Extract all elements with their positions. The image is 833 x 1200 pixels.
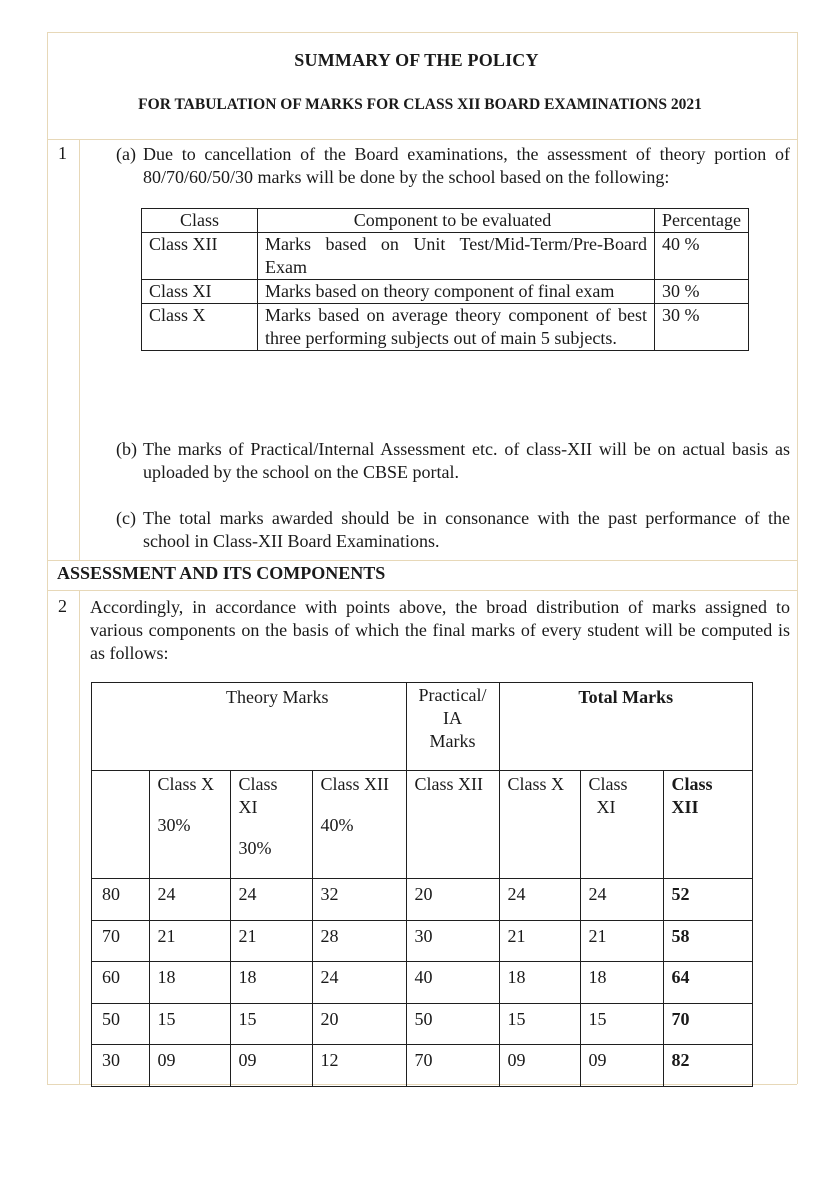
subheader-pct: 40%: [320, 815, 354, 835]
cell-total-class-xii: 64: [663, 962, 753, 1004]
cell-total-theory: 50: [92, 1003, 150, 1045]
point-1a-label: (a): [116, 144, 136, 164]
cell-theory-class-xii: 32: [312, 879, 406, 921]
marks-distribution-table: [91, 682, 753, 1087]
document-title: SUMMARY OF THE POLICY: [294, 50, 539, 70]
document-subtitle: FOR TABULATION OF MARKS FOR CLASS XII BOARD EXAMINATIONS 2021: [138, 96, 702, 113]
header-class: Class: [142, 209, 258, 233]
header-percentage: Percentage: [655, 209, 749, 233]
cell-component: Marks based on average theory component of best three performing subjects out of main 5 subjects.: [258, 304, 655, 351]
cell-total-class-x: 09: [499, 1045, 580, 1087]
header-component: Component to be evaluated: [258, 209, 655, 233]
subheader-line1: Class X: [507, 774, 565, 794]
cell-percentage: 30 %: [655, 304, 749, 351]
practical-label-line2: IA: [443, 708, 462, 728]
point-1a-text: Due to cancellation of the Board examinations, the assessment of theory portion of 80/70/60/50/30 marks will be done by the school based on the following:: [143, 144, 790, 187]
point-2-number: 2: [58, 596, 67, 616]
cell-class: Class XI: [142, 280, 258, 304]
cell-practical-class-xii: 70: [406, 1045, 499, 1087]
empty-corner-cell: [92, 683, 150, 771]
table-row: [92, 962, 753, 1004]
frame-line-numcol-2: [79, 590, 80, 1084]
cell-total-class-x: 21: [499, 920, 580, 962]
frame-line-section2: [47, 590, 797, 591]
cell-total-class-xi: 21: [580, 920, 663, 962]
subheader-line1: Class: [588, 774, 628, 794]
cell-theory-class-xii: 24: [312, 962, 406, 1004]
cell-theory-class-xii: 12: [312, 1045, 406, 1087]
subheader-theory-class-xi: [230, 771, 312, 879]
table-row: [92, 879, 753, 921]
cell-total-class-xi: 15: [580, 1003, 663, 1045]
frame-line-numcol-1: [79, 139, 80, 560]
point-1c-label: (c): [116, 508, 136, 528]
cell-theory-class-xii: 20: [312, 1003, 406, 1045]
cell-total-class-xi: 24: [580, 879, 663, 921]
subheader-line1: Class: [238, 774, 278, 794]
point-1c-text: The total marks awarded should be in consonance with the past performance of the school in Class-XII Board Examinations.: [143, 508, 790, 551]
frame-line-right: [797, 32, 798, 1084]
cell-practical-class-xii: 40: [406, 962, 499, 1004]
cell-class: Class XII: [142, 233, 258, 280]
cell-total-theory: 80: [92, 879, 150, 921]
subheader-line1: Class X: [157, 774, 215, 794]
empty-cell: [92, 771, 150, 879]
cell-practical-class-xii: 50: [406, 1003, 499, 1045]
table-row: [92, 1045, 753, 1087]
subheader-total-class-xii: [663, 771, 753, 879]
cell-total-theory: 30: [92, 1045, 150, 1087]
point-1-number: 1: [58, 143, 67, 163]
subheader-line1: Class XII: [320, 774, 389, 794]
cell-total-theory: 70: [92, 920, 150, 962]
point-1b-label: (b): [116, 439, 137, 459]
cell-total-class-x: 18: [499, 962, 580, 1004]
cell-total-class-xii: 82: [663, 1045, 753, 1087]
point-1b-text: The marks of Practical/Internal Assessment etc. of class-XII will be on actual basis as uploaded by the school on the CBSE portal.: [143, 439, 790, 482]
cell-total-theory: 60: [92, 962, 150, 1004]
cell-theory-class-xii: 28: [312, 920, 406, 962]
group-header-row: [92, 683, 753, 771]
cell-component: Marks based on theory component of final exam: [258, 280, 655, 304]
theory-marks-header: [149, 683, 406, 771]
total-marks-header: [499, 683, 753, 771]
point-1b-paragraph: [116, 438, 790, 484]
cell-total-class-x: 15: [499, 1003, 580, 1045]
subheader-theory-class-x: [149, 771, 230, 879]
subheader-line2: XII: [671, 797, 699, 817]
practical-label-line1: Practical/: [418, 685, 487, 705]
section-heading: ASSESSMENT AND ITS COMPONENTS: [57, 563, 386, 583]
cell-theory-class-xi: 09: [230, 1045, 312, 1087]
assessment-basis-table: [141, 208, 749, 351]
cell-theory-class-xi: 24: [230, 879, 312, 921]
subheader-line2: XI: [238, 797, 258, 817]
practical-ia-header: [406, 683, 499, 771]
table-row: [92, 920, 753, 962]
table-row: [142, 304, 749, 351]
cell-percentage: 30 %: [655, 280, 749, 304]
cell-theory-class-x: 18: [149, 962, 230, 1004]
cell-percentage: 40 %: [655, 233, 749, 280]
subheader-total-class-x: [499, 771, 580, 879]
cell-theory-class-x: 15: [149, 1003, 230, 1045]
table-row: [142, 280, 749, 304]
subheader-pct: 30%: [238, 838, 272, 858]
cell-total-class-xi: 09: [580, 1045, 663, 1087]
cell-total-class-xi: 18: [580, 962, 663, 1004]
cell-theory-class-xi: 15: [230, 1003, 312, 1045]
table-row: [92, 1003, 753, 1045]
cell-total-class-xii: 52: [663, 879, 753, 921]
frame-line-section: [47, 560, 797, 561]
cell-practical-class-xii: 20: [406, 879, 499, 921]
practical-label-line3: Marks: [429, 731, 476, 751]
subheader-practical-class-xii: [406, 771, 499, 879]
subheader-total-class-xi: [580, 771, 663, 879]
cell-theory-class-x: 21: [149, 920, 230, 962]
cell-total-class-xii: 58: [663, 920, 753, 962]
subheader-line2: XI: [596, 797, 616, 817]
cell-theory-class-x: 24: [149, 879, 230, 921]
table-row: [142, 233, 749, 280]
subheader-pct: 30%: [157, 815, 191, 835]
cell-theory-class-x: 09: [149, 1045, 230, 1087]
point-1a-paragraph: [116, 143, 790, 189]
sub-header-row: [92, 771, 753, 879]
cell-practical-class-xii: 30: [406, 920, 499, 962]
cell-component: Marks based on Unit Test/Mid-Term/Pre-Board Exam: [258, 233, 655, 280]
marks-table-body: [92, 879, 753, 1087]
cell-theory-class-xi: 18: [230, 962, 312, 1004]
subheader-line1: Class XII: [414, 774, 483, 794]
cell-total-class-xii: 70: [663, 1003, 753, 1045]
subheader-theory-class-xii: [312, 771, 406, 879]
point-1c-paragraph: [116, 507, 790, 553]
cell-theory-class-xi: 21: [230, 920, 312, 962]
point-2-text: Accordingly, in accordance with points above, the broad distribution of marks assigned to various components on the basis of which the final marks of every student will be computed is as follows:: [90, 597, 790, 663]
cell-class: Class X: [142, 304, 258, 351]
frame-line-header: [47, 139, 797, 140]
frame-line-left: [47, 32, 48, 1084]
total-marks-label: Total Marks: [578, 687, 674, 707]
theory-marks-label: Theory Marks: [226, 687, 329, 707]
table-header-row: [142, 209, 749, 233]
point-2-paragraph: [90, 596, 790, 665]
subheader-line1: Class: [671, 774, 713, 794]
frame-line-top: [47, 32, 797, 33]
cell-total-class-x: 24: [499, 879, 580, 921]
